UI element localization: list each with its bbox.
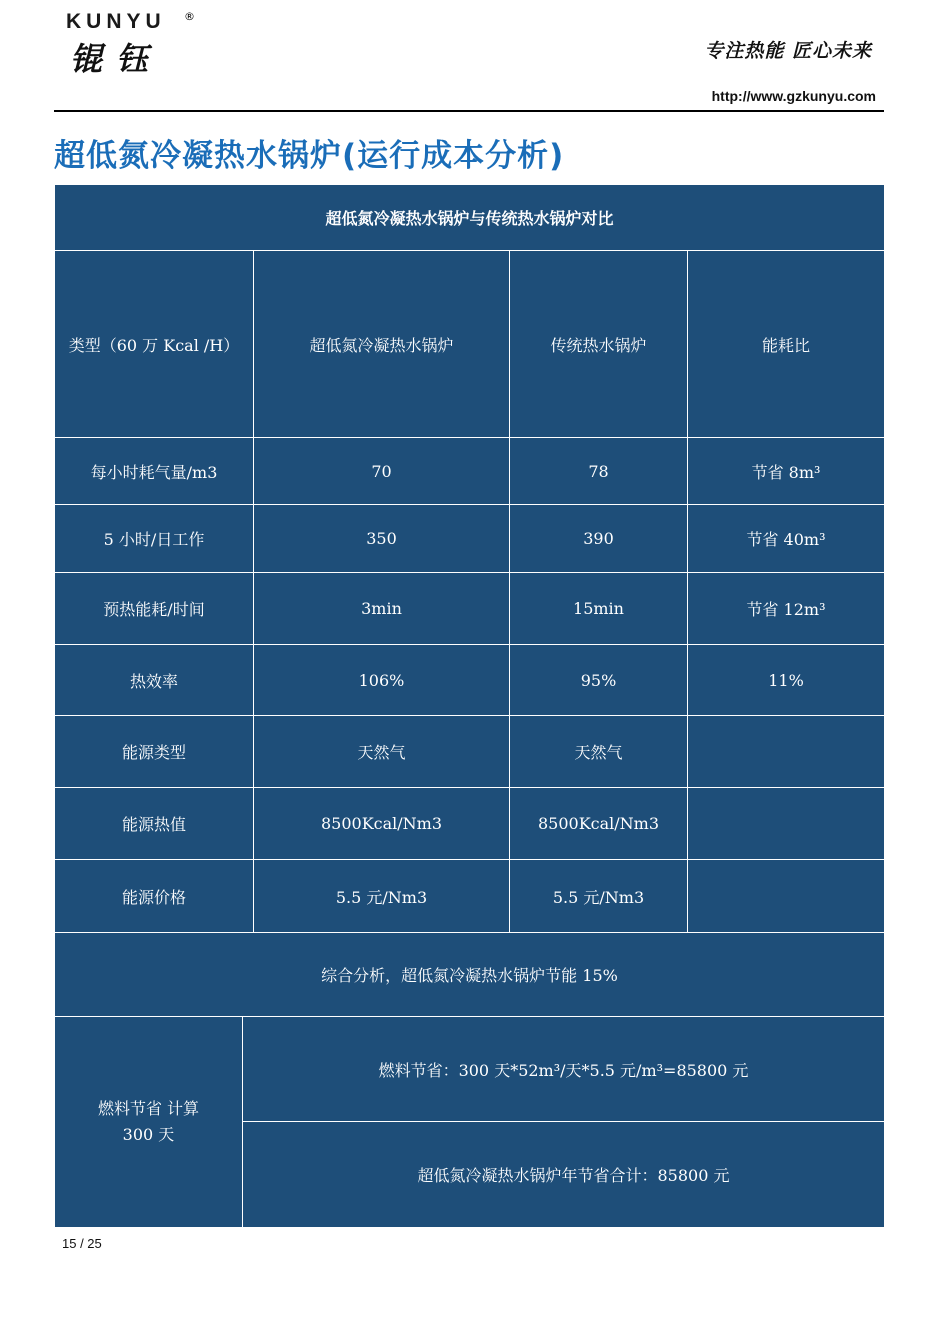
table-caption: 超低氮冷凝热水锅炉与传统热水锅炉对比 (55, 185, 885, 251)
header-cell-condensing-boiler: 超低氮冷凝热水锅炉 (254, 251, 510, 438)
cell-ratio-value (688, 860, 885, 933)
header-cell-energy-ratio: 能耗比 (688, 251, 885, 438)
cell-traditional-value: 5.5 元/Nm3 (510, 860, 688, 933)
cell-traditional-value: 15min (510, 573, 688, 645)
cell-condensing-value: 106% (254, 645, 510, 716)
cell-condensing-value: 5.5 元/Nm3 (254, 860, 510, 933)
cell-ratio-value (688, 716, 885, 788)
company-logo (66, 10, 216, 78)
table-row (55, 438, 885, 505)
fuel-savings-cell: 燃料节省：300 天*52m³/天*5.5 元/m³=85800 元 (243, 1017, 885, 1122)
cell-condensing-value: 350 (254, 505, 510, 573)
cell-ratio-value (688, 788, 885, 860)
table-caption-row (55, 185, 885, 251)
row-label: 每小时耗气量/m3 (55, 438, 254, 505)
cell-ratio-value: 节省 40m³ (688, 505, 885, 573)
annual-total-cell: 超低氮冷凝热水锅炉年节省合计：85800 元 (243, 1122, 885, 1228)
cell-traditional-value: 8500Kcal/Nm3 (510, 788, 688, 860)
row-label: 能源热值 (55, 788, 254, 860)
table-row (55, 645, 885, 716)
savings-label: 燃料节省 计算 300 天 (97, 1099, 200, 1144)
header-cell-type: 类型（60 万 Kcal /H） (55, 251, 254, 438)
row-label: 能源类型 (55, 716, 254, 788)
table-header-row (55, 251, 885, 438)
cell-traditional-value: 78 (510, 438, 688, 505)
cell-condensing-value: 8500Kcal/Nm3 (254, 788, 510, 860)
table-row (55, 716, 885, 788)
savings-label-cell (55, 1017, 243, 1228)
summary-cell: 综合分析，超低氮冷凝热水锅炉节能 15% (55, 933, 885, 1017)
table-row (55, 573, 885, 645)
cell-ratio-value: 11% (688, 645, 885, 716)
cell-traditional-value: 天然气 (510, 716, 688, 788)
logo-wordmark: KUNYU (66, 10, 166, 33)
cell-traditional-value: 95% (510, 645, 688, 716)
cell-condensing-value: 3min (254, 573, 510, 645)
page-number: 15 / 25 (62, 1236, 102, 1251)
row-label: 能源价格 (55, 860, 254, 933)
cell-traditional-value: 390 (510, 505, 688, 573)
comparison-table (54, 184, 885, 1228)
page-title: 超低氮冷凝热水锅炉(运行成本分析) (54, 138, 565, 174)
row-label: 热效率 (55, 645, 254, 716)
table-row (55, 788, 885, 860)
header-cell-traditional-boiler: 传统热水锅炉 (510, 251, 688, 438)
company-url: http://www.gzkunyu.com (711, 88, 876, 104)
company-slogan: 专注热能 匠心未来 (704, 40, 872, 62)
row-label: 5 小时/日工作 (55, 505, 254, 573)
cell-condensing-value: 70 (254, 438, 510, 505)
logo-chinese-name: 锟钰 (70, 40, 163, 78)
cell-condensing-value: 天然气 (254, 716, 510, 788)
registered-mark: ® (184, 10, 195, 23)
table-row (55, 505, 885, 573)
cell-ratio-value: 节省 8m³ (688, 438, 885, 505)
cell-ratio-value: 节省 12m³ (688, 573, 885, 645)
row-label: 预热能耗/时间 (55, 573, 254, 645)
savings-row (55, 1017, 885, 1122)
table-row (55, 860, 885, 933)
header-divider (54, 110, 884, 112)
summary-row (55, 933, 885, 1017)
